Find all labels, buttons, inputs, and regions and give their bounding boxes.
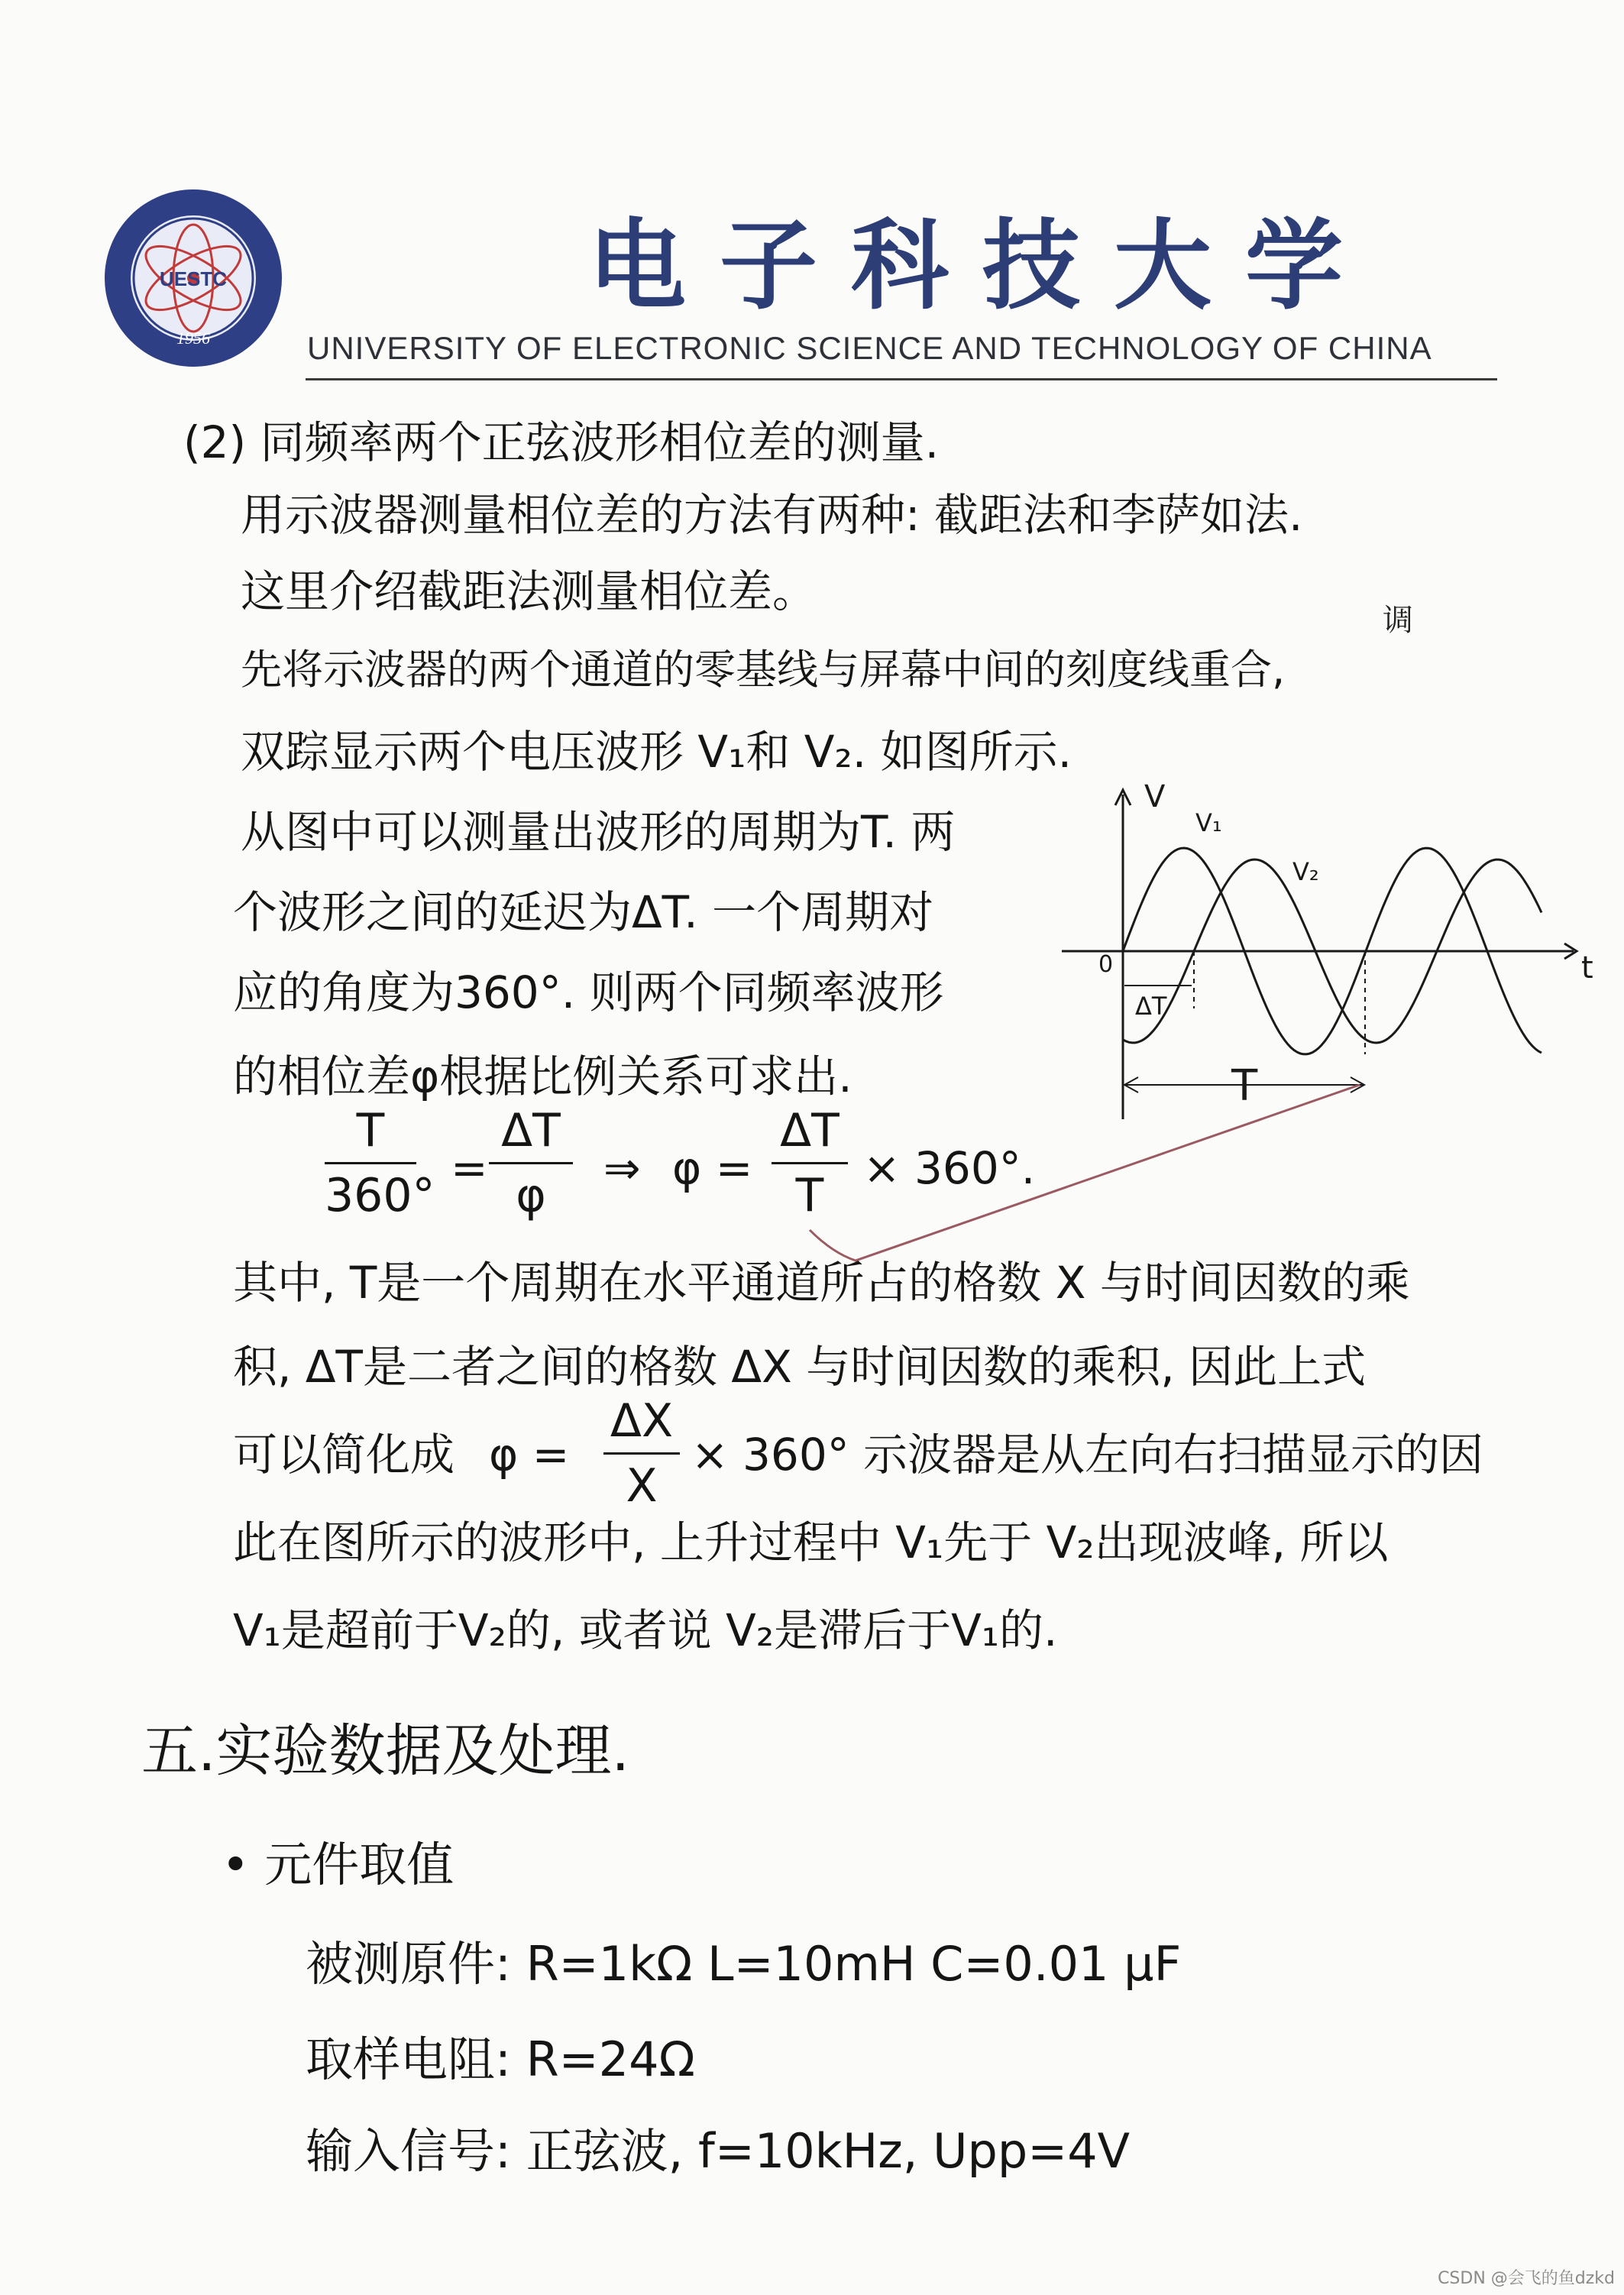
university-name-en: UNIVERSITY OF ELECTRONIC SCIENCE AND TECHNOLOGY OF CHINA [307, 330, 1432, 366]
frac-den: 360° [325, 1169, 435, 1222]
text-line: 用示波器测量相位差的方法有两种: 截距法和李萨如法. [241, 489, 1303, 541]
university-name-cn: 电子科技大学 [588, 209, 1377, 323]
formula-arrow: ⇒ [603, 1142, 641, 1194]
component-values-line: 被测原件: R=1kΩ L=10mH C=0.01 μF [306, 1936, 1182, 1992]
formula-tail: × 360°. [863, 1142, 1036, 1194]
simplified-prefix: φ = [489, 1429, 570, 1481]
logo-text: UESTC [159, 267, 228, 290]
v2-label: V₂ [1292, 857, 1319, 886]
paragraph-line: 此在图所示的波形中, 上升过程中 V₁先于 V₂出现波峰, 所以 [233, 1517, 1389, 1568]
frac-num: ΔX [610, 1394, 674, 1448]
paragraph-line: 积, ΔT是二者之间的格数 ΔX 与时间因数的乘积, 因此上式 [233, 1341, 1367, 1393]
origin-label: 0 [1098, 951, 1114, 978]
text-line: 个波形之间的延迟为ΔT. 一个周期对 [233, 886, 934, 938]
frac-num: T [356, 1104, 385, 1157]
text-line: 的相位差φ根据比例关系可求出. [233, 1050, 852, 1102]
paragraph-line: V₁是超前于V₂的, 或者说 V₂是滞后于V₁的. [233, 1604, 1058, 1656]
paragraph-line: 可以简化成 [233, 1429, 455, 1481]
formula-frac-1 [325, 1104, 435, 1222]
bullet-component-values: • 元件取值 [222, 1837, 455, 1892]
v1-label: V₁ [1195, 808, 1222, 837]
logo-year: 1956 [176, 329, 210, 348]
text-line: 从图中可以测量出波形的周期为T. 两 [241, 806, 956, 858]
header-rule [306, 378, 1497, 380]
period-label: T [1231, 1061, 1258, 1111]
frac-den: X [626, 1459, 658, 1513]
text-line: 先将示波器的两个通道的零基线与屏幕中间的刻度线重合, [241, 646, 1286, 694]
frac-num: ΔT [501, 1104, 561, 1157]
input-signal-line: 输入信号: 正弦波, f=10kHz, Upp=4V [306, 2123, 1131, 2179]
formula-phi: φ = [672, 1142, 753, 1194]
sampling-resistor-line: 取样电阻: R=24Ω [306, 2031, 695, 2087]
text-line: 双踪显示两个电压波形 V₁和 V₂. 如图所示. [241, 726, 1072, 778]
paragraph-line: 其中, T是一个周期在水平通道所占的格数 X 与时间因数的乘 [233, 1257, 1410, 1309]
text-line: 应的角度为360°. 则两个同频率波形 [233, 966, 944, 1018]
formula-eq: = [451, 1142, 488, 1194]
frac-den: T [795, 1169, 824, 1222]
paragraph-line: 示波器是从左向右扫描显示的因 [863, 1429, 1484, 1481]
formula-frac-2 [489, 1104, 573, 1222]
frac-num: ΔT [780, 1104, 839, 1157]
axis-t-label: t [1581, 950, 1593, 986]
frac-den: φ [516, 1169, 546, 1222]
section-heading: (2) 同频率两个正弦波形相位差的测量. [183, 416, 940, 468]
csdn-watermark: CSDN @会飞的鱼dzkd [1438, 2269, 1615, 2288]
text-line: 这里介绍截距法测量相位差。 [241, 565, 817, 617]
axis-v-label: V [1144, 779, 1166, 814]
delta-t-label: ΔT [1135, 992, 1167, 1021]
simplified-frac [603, 1394, 680, 1513]
section-5-heading: 五.实验数据及处理. [141, 1718, 630, 1784]
insert-note: 调 [1383, 603, 1413, 638]
connector-line [810, 1070, 1375, 1268]
simplified-tail: × 360° [691, 1429, 849, 1481]
